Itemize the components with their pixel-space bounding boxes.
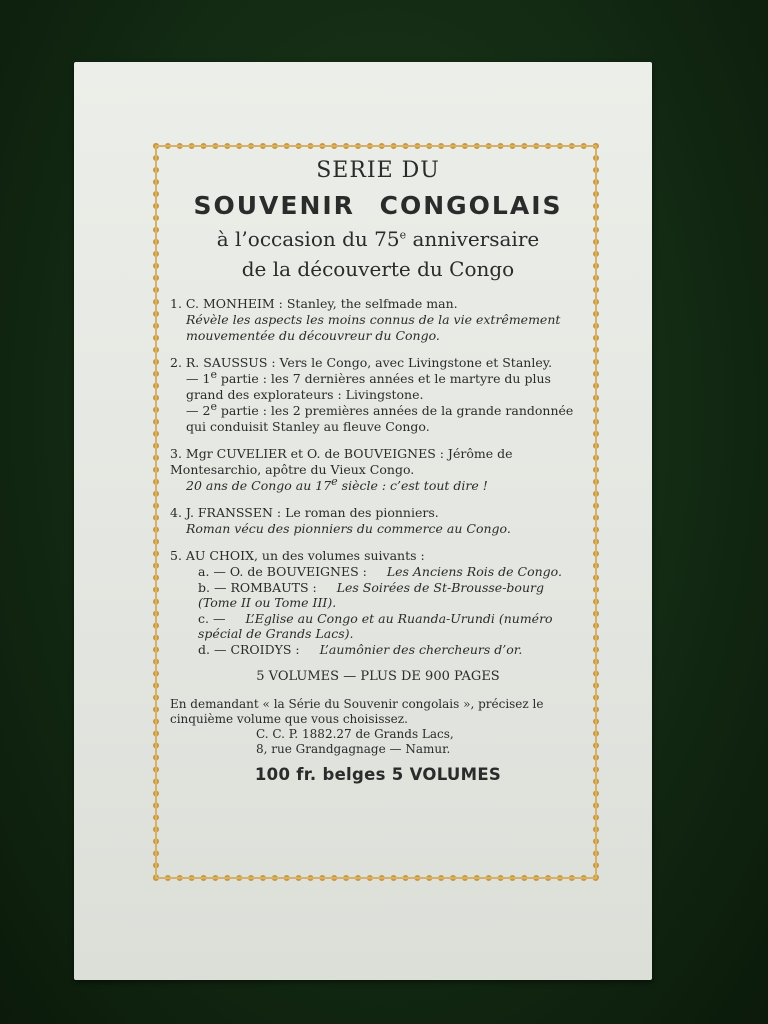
option-a: a. — O. de BOUVEIGNES : Les Anciens Rois de Congo.: [198, 564, 562, 579]
publisher-address: 8, rue Grandgagnage — Namur.: [256, 742, 451, 756]
volume-entry-3: [170, 446, 586, 494]
option-b: b. — ROMBAUTS : Les Soirées de St-Brousse-bourg (Tome II ou Tome III).: [198, 579, 544, 610]
entry-note: 20 ans de Congo au 17e siècle : c’est tout dire !: [186, 474, 488, 493]
entry-part-1: — 1e partie : les 7 dernières années et le martyre du plus grand des explorateurs : Livingstone.: [186, 367, 551, 402]
option-d: d. — CROIDYS : L’aumônier des chercheurs d’or.: [198, 641, 523, 657]
entry-heading: 1. C. MONHEIM : Stanley, the selfmade man.: [170, 296, 458, 311]
postal-account: C. C. P. 1882.27 de Grands Lacs,: [256, 727, 454, 741]
price-line: 100 fr. belges 5 VOLUMES: [254, 765, 502, 784]
volume-entry-5: [170, 548, 586, 657]
advertisement-panel: [170, 150, 586, 784]
entry-note: Révèle les aspects les moins connus de la vie extrêmement mouvementée du découvreur du Congo.: [186, 312, 561, 343]
series-label: SERIE DU: [316, 158, 440, 183]
order-instructions: En demandant « la Série du Souvenir congolais », précisez le cinquième volume que vous choisissez.: [170, 697, 544, 726]
entry-heading: 5. AU CHOIX, un des volumes suivants :: [170, 548, 425, 563]
occasion-line-1: à l’occasion du 75e anniversaire: [216, 227, 540, 251]
entry-heading: 3. Mgr CUVELIER et O. de BOUVEIGNES : Jérôme de Montesarchio, apôtre du Vieux Congo.: [170, 446, 513, 477]
entry-heading: 4. J. FRANSSEN : Le roman des pionniers.: [170, 505, 439, 520]
series-title: SOUVENIR CONGOLAIS: [193, 191, 563, 220]
option-c: c. — L’Eglise au Congo et au Ruanda-Urundi (numéro spécial de Grands Lacs).: [198, 610, 553, 641]
occasion-line-2: de la découverte du Congo: [241, 257, 515, 281]
volume-entry-2: [170, 355, 586, 435]
volume-entry-1: [170, 296, 586, 344]
series-summary: 5 VOLUMES — PLUS DE 900 PAGES: [256, 669, 500, 684]
entry-heading: 2. R. SAUSSUS : Vers le Congo, avec Livingstone et Stanley.: [170, 355, 553, 370]
volume-entry-4: [170, 505, 586, 537]
entry-part-2: — 2e partie : les 2 premières années de la grande randonnée qui conduisit Stanley au fleuve Congo.: [186, 399, 574, 434]
entry-note: Roman vécu des pionniers du commerce au Congo.: [186, 521, 511, 536]
